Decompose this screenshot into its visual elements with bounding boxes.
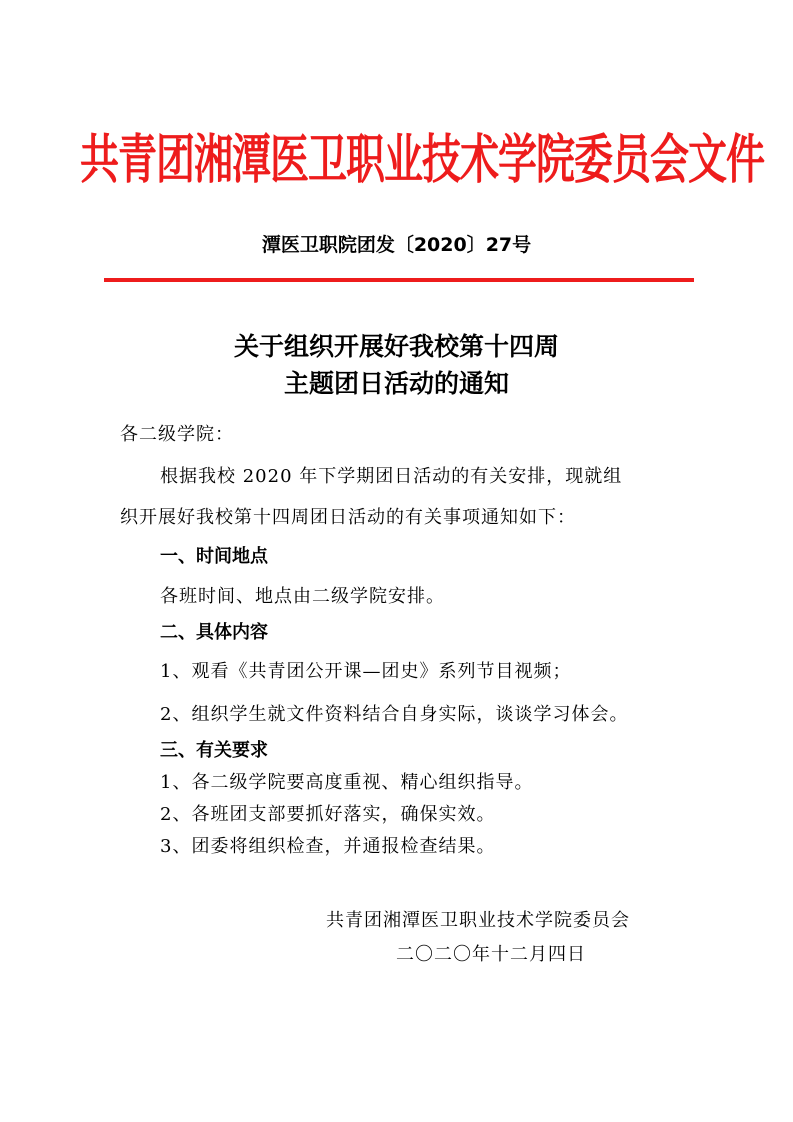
signature-org: 共青团湘潭医卫职业技术学院委员会 <box>326 910 630 931</box>
section-3-heading: 三、有关要求 <box>160 740 268 761</box>
document-number: 潭医卫职院团发〔2020〕27号 <box>261 234 532 256</box>
section-2-item-2: 2、组织学生就文件资料结合自身实际，谈谈学习体会。 <box>160 704 629 725</box>
section-3-item-2: 2、各班团支部要抓好落实，确保实效。 <box>160 804 496 825</box>
intro-line-1: 根据我校 2020 年下学期团日活动的有关安排，现就组 <box>160 466 623 487</box>
section-1-heading: 一、时间地点 <box>160 546 268 567</box>
red-divider-line <box>104 278 694 282</box>
notice-title-line-2: 主题团日活动的通知 <box>283 369 509 398</box>
signature-date: 二〇二〇年十二月四日 <box>396 944 586 965</box>
section-2-item-1: 1、观看《共青团公开课—团史》系列节目视频； <box>160 661 572 682</box>
notice-title-line-1: 关于组织开展好我校第十四周 <box>233 332 559 361</box>
section-1-item-1: 各班时间、地点由二级学院安排。 <box>160 586 445 607</box>
salutation: 各二级学院： <box>120 424 234 445</box>
section-2-heading: 二、具体内容 <box>160 622 268 643</box>
red-header-title: 共青团湘潭医卫职业技术学院委员会文件 <box>80 130 765 191</box>
intro-line-2: 织开展好我校第十四周团日活动的有关事项通知如下： <box>120 507 576 528</box>
section-3-item-3: 3、团委将组织检查，并通报检查结果。 <box>160 836 496 857</box>
section-3-item-1: 1、各二级学院要高度重视、精心组织指导。 <box>160 772 534 793</box>
